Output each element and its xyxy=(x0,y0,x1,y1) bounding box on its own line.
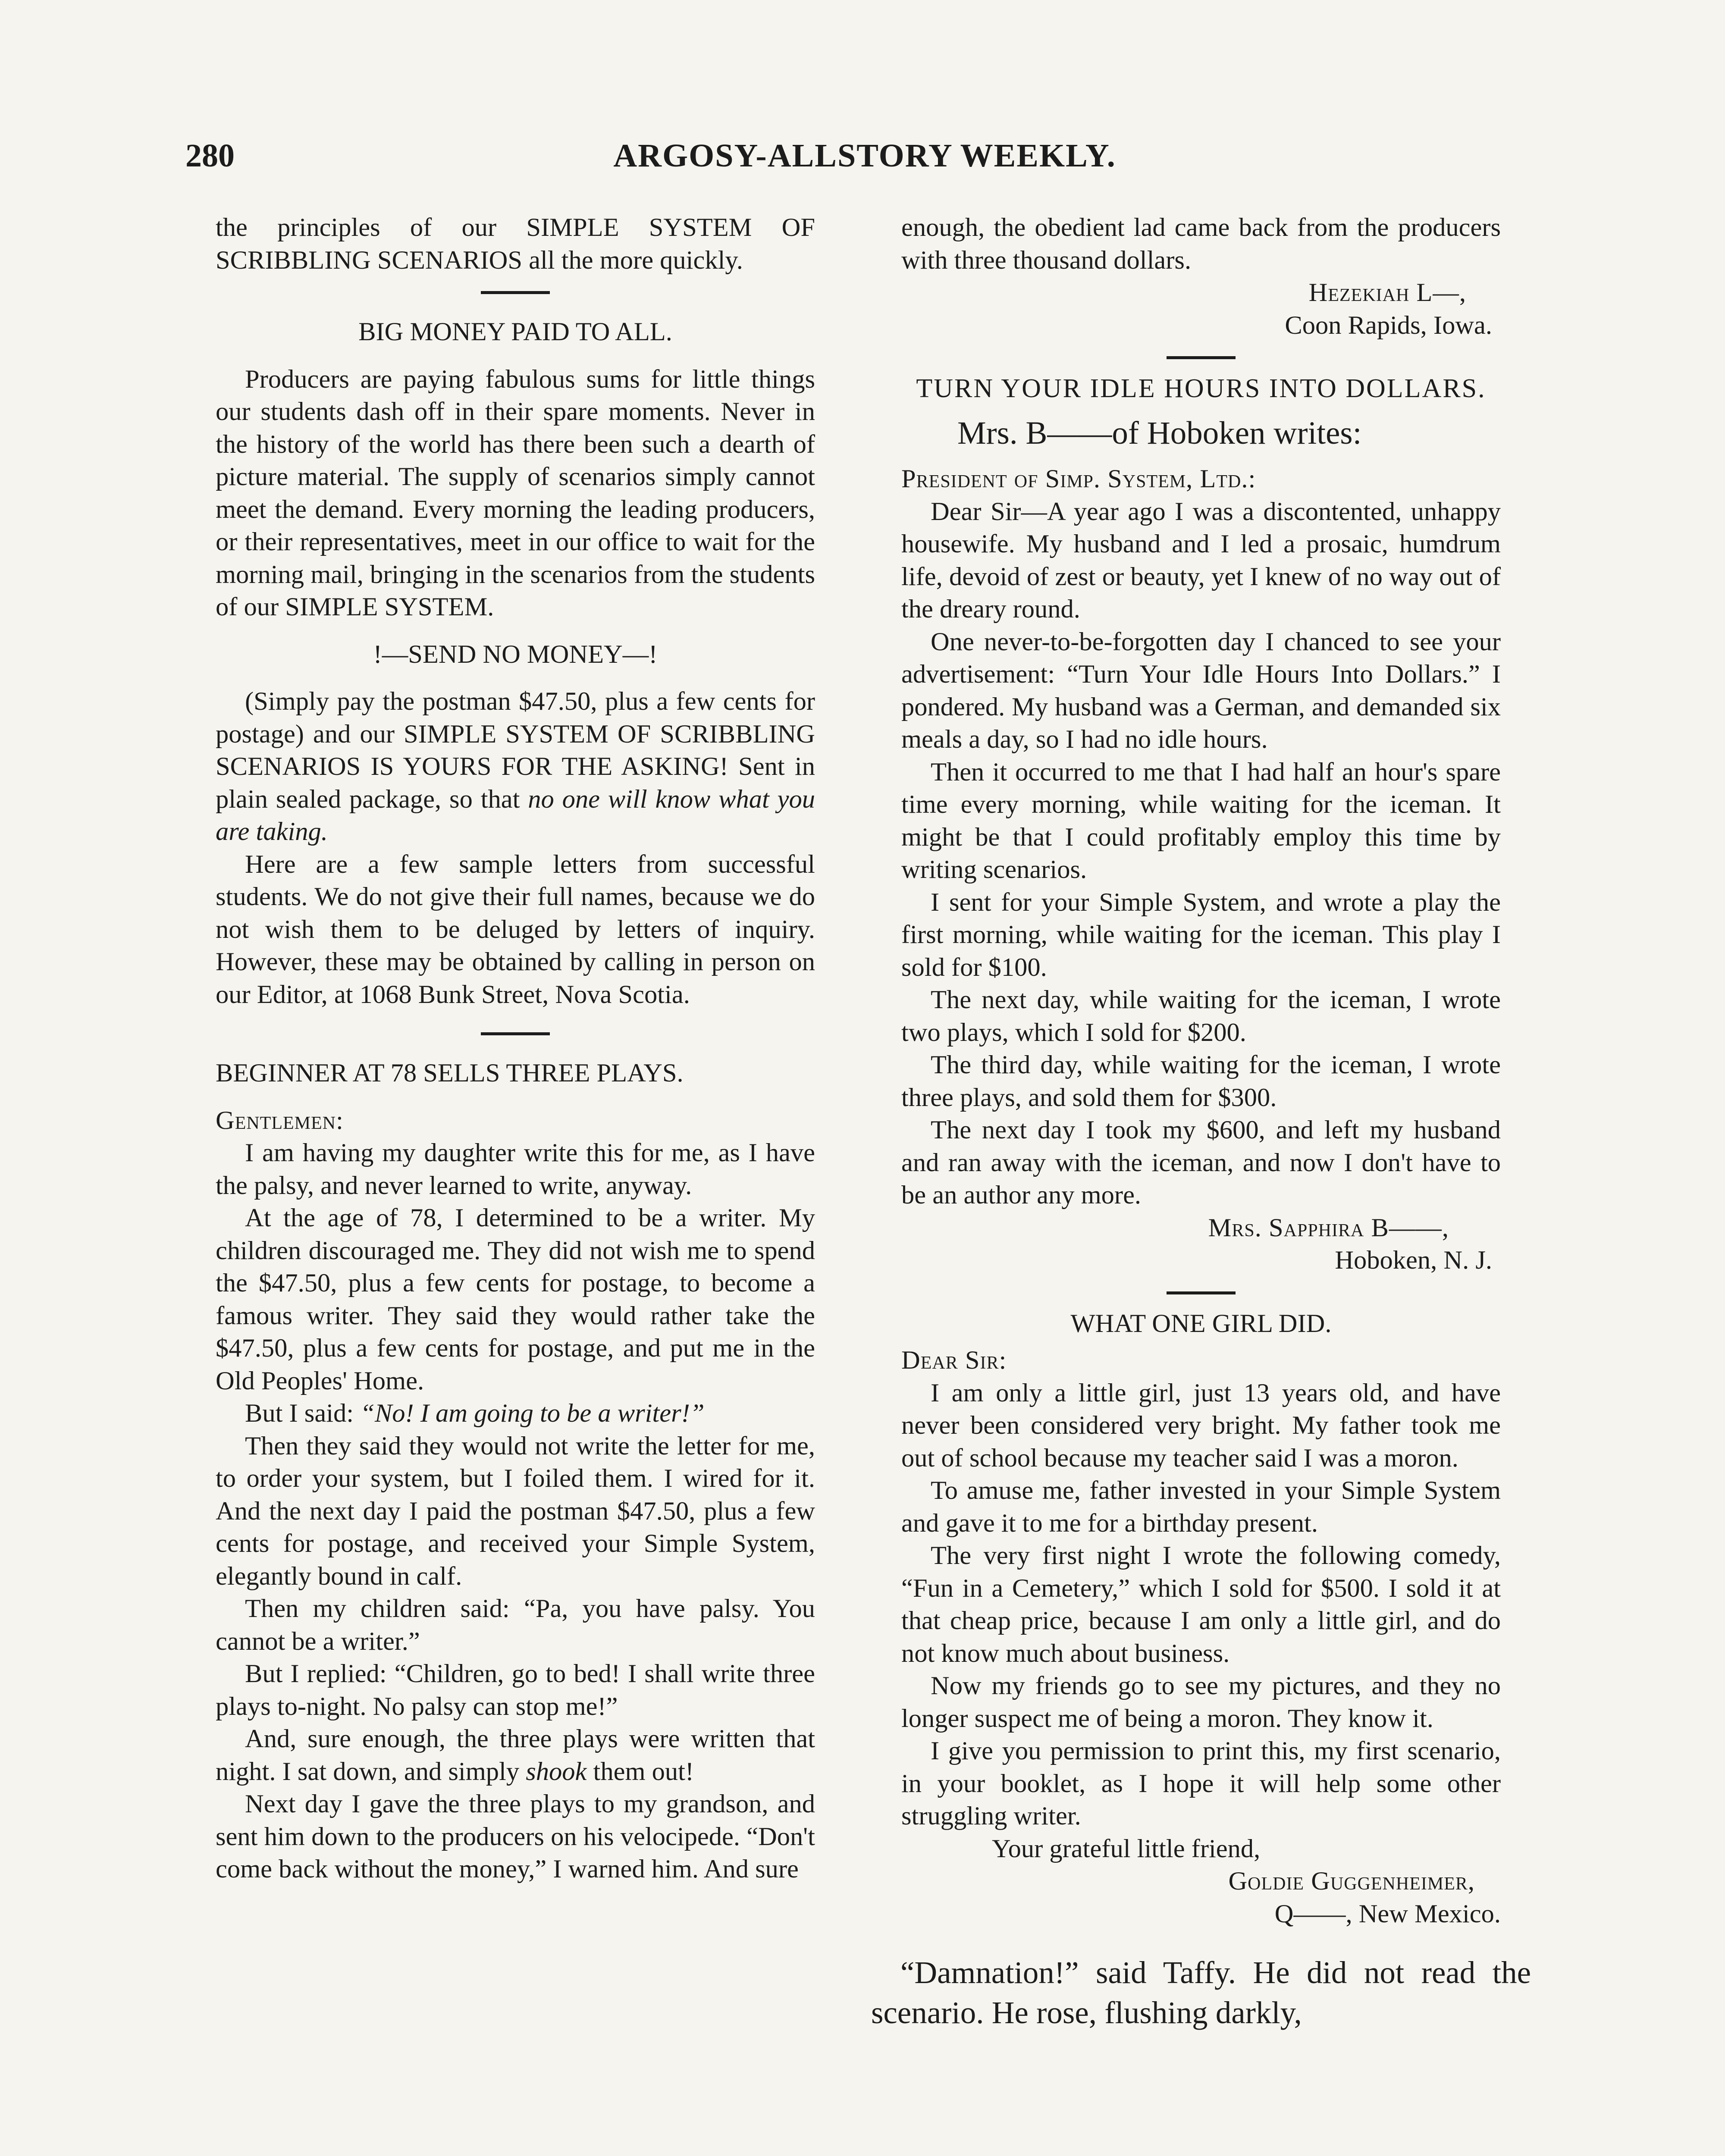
letter-paragraph: I give you permission to print this, my first scenario, in your booklet, as I hope it will help some other struggling writer. xyxy=(901,1736,1501,1830)
right-column xyxy=(871,211,1531,2033)
girl-salutation: Dear Sir: xyxy=(901,1346,1007,1375)
letter-paragraph: Then they said they would not write the letter for me, to order your system, but I foiled them. I wired for it. And the next day I paid the postman $47.50, plus a few cents for postage, and received your Simple System, elegantly bound in calf. xyxy=(216,1431,815,1591)
letter-text-italic: “No! I am going to be a writer!” xyxy=(360,1399,705,1428)
letter-paragraph xyxy=(216,1397,815,1430)
story-text: “Damnation!” said Taffy. He did not read the scenario. He rose, flushing darkly, xyxy=(871,1955,1531,2030)
letter-paragraph: Dear Sir—A year ago I was a discontented, unhappy housewife. My husband and I led a prosaic, humdrum life, devoid of zest or beauty, yet I knew of no way out of the dreary round. xyxy=(901,497,1501,624)
mrs-b-heading: Mrs. B——of Hoboken writes: xyxy=(957,415,1362,451)
letter-paragraph: But I replied: “Children, go to bed! I shall write three plays to-night. No palsy can stop me!” xyxy=(216,1659,815,1721)
letter-paragraph: Then it occurred to me that I had half an hour's spare time every morning, while waiting for the iceman. It might be that I could profitably employ this time by writing scenarios. xyxy=(901,757,1501,884)
letter-paragraph: The next day, while waiting for the iceman, I wrote two plays, which I sold for $200. xyxy=(901,985,1501,1047)
letter-paragraph: One never-to-be-forgotten day I chanced to see your advertisement: “Turn Your Idle Hours Into Dollars.” I pondered. My husband was a German, and demanded six meals a day, so I had no idle hours. xyxy=(901,627,1501,754)
letter-paragraph: Then my children said: “Pa, you have palsy. You cannot be a writer.” xyxy=(216,1594,815,1656)
page-number: 280 xyxy=(185,138,235,174)
letter-continuation: enough, the obedient lad came back from the producers with three thousand dollars. xyxy=(901,213,1501,275)
beginner-salutation: Gentlemen: xyxy=(216,1106,344,1135)
signature-place: Hoboken, N. J. xyxy=(1335,1246,1492,1275)
girl-heading: WHAT ONE GIRL DID. xyxy=(1070,1309,1332,1338)
signature-place: Coon Rapids, Iowa. xyxy=(1285,310,1492,340)
beginner-heading: BEGINNER AT 78 SELLS THREE PLAYS. xyxy=(216,1059,684,1087)
left-column xyxy=(216,211,815,1886)
letter-text: But I said: xyxy=(245,1399,354,1428)
section-divider xyxy=(481,291,550,294)
idle-hours-heading: TURN YOUR IDLE HOURS INTO DOLLARS. xyxy=(916,374,1486,403)
signature-name: Goldie Guggenheimer, xyxy=(1228,1867,1475,1896)
letter-text: And, sure enough, the three plays were written that night. I sat down, and simply xyxy=(216,1724,815,1786)
mrs-b-salutation: President of Simp. System, Ltd.: xyxy=(901,464,1256,493)
send-text-1: (Simply pay the postman $47.50, plus a few cents for postage) and our SIMPLE SYSTEM OF SCRIBBLING SCENARIOS IS YOURS FOR THE ASKING! Sent in plain sealed package, so that xyxy=(216,687,815,814)
section-divider xyxy=(481,1032,550,1035)
letter-paragraph: At the age of 78, I determined to be a writer. My children discouraged me. They did not wish me to spend the $47.50, plus a few cents for postage, to become a famous writer. They said they would rather take the $47.50, plus a few cents for postage, and put me in the Old Peoples' Home. xyxy=(216,1203,815,1395)
letter-text: them out! xyxy=(593,1757,694,1786)
send-no-money-text xyxy=(216,685,815,848)
letter-paragraph: The very first night I wrote the following comedy, “Fun in a Cemetery,” which I sold for $500. I sold it at that cheap price, because I am only a little girl, and do not know much about business. xyxy=(901,1541,1501,1668)
letter-paragraph: To amuse me, father invested in your Simple System and gave it to me for a birthday present. xyxy=(901,1476,1501,1538)
letter-paragraph: I sent for your Simple System, and wrote a play the first morning, while waiting for the iceman. This play I sold for $100. xyxy=(901,887,1501,982)
letter-paragraph: The next day I took my $600, and left my husband and ran away with the iceman, and now I don't have to be an author any more. xyxy=(901,1116,1501,1210)
letter-text-italic: shook xyxy=(526,1757,587,1786)
intro-text: the principles of our SIMPLE SYSTEM OF SCRIBBLING SCENARIOS all the more quickly. xyxy=(216,213,815,275)
signature-place: Q——, New Mexico. xyxy=(1274,1899,1501,1928)
big-money-heading: BIG MONEY PAID TO ALL. xyxy=(358,317,672,346)
section-divider xyxy=(1167,1291,1236,1294)
send-no-money-heading: !—SEND NO MONEY—! xyxy=(373,639,658,669)
letter-closing: Your grateful little friend, xyxy=(992,1834,1261,1863)
running-title: ARGOSY-ALLSTORY WEEKLY. xyxy=(613,138,1116,174)
send-text-italic: no one will know what you are taking. xyxy=(216,784,815,846)
signature-name: Mrs. Sapphira B——, xyxy=(1208,1213,1449,1242)
signature-name: Hezekiah L—, xyxy=(1308,278,1466,307)
sample-letters-intro: Here are a few sample letters from successful students. We do not give their full names, because we do not wish them to be deluged by letters of inquiry. However, these may be obtained by calling in person on our Editor, at 1068 Bunk Street, Nova Scotia. xyxy=(216,849,815,1009)
letter-paragraph: Next day I gave the three plays to my grandson, and sent him down to the producers on his velocipede. “Don't come back without the money,” I warned him. And sure xyxy=(216,1789,815,1883)
letter-paragraph: Now my friends go to see my pictures, and they no longer suspect me of being a moron. They know it. xyxy=(901,1671,1501,1733)
section-divider xyxy=(1167,356,1236,359)
letter-paragraph: I am having my daughter write this for me, as I have the palsy, and never learned to write, anyway. xyxy=(216,1138,815,1200)
page-header xyxy=(185,137,1544,180)
letter-paragraph: The third day, while waiting for the iceman, I wrote three plays, and sold them for $300. xyxy=(901,1050,1501,1112)
big-money-text: Producers are paying fabulous sums for little things our students dash off in their spare moments. Never in the history of the world has there been such a dearth of picture material. The supply of scenarios simply cannot meet the demand. Every morning the leading producers, or their representatives, meet in our office to wait for the morning mail, bringing in the scenarios from the students of our SIMPLE SYSTEM. xyxy=(216,364,815,621)
letter-paragraph xyxy=(216,1723,815,1788)
letter-paragraph: I am only a little girl, just 13 years old, and have never been considered very bright. My father took me out of school because my teacher said I was a moron. xyxy=(901,1378,1501,1473)
